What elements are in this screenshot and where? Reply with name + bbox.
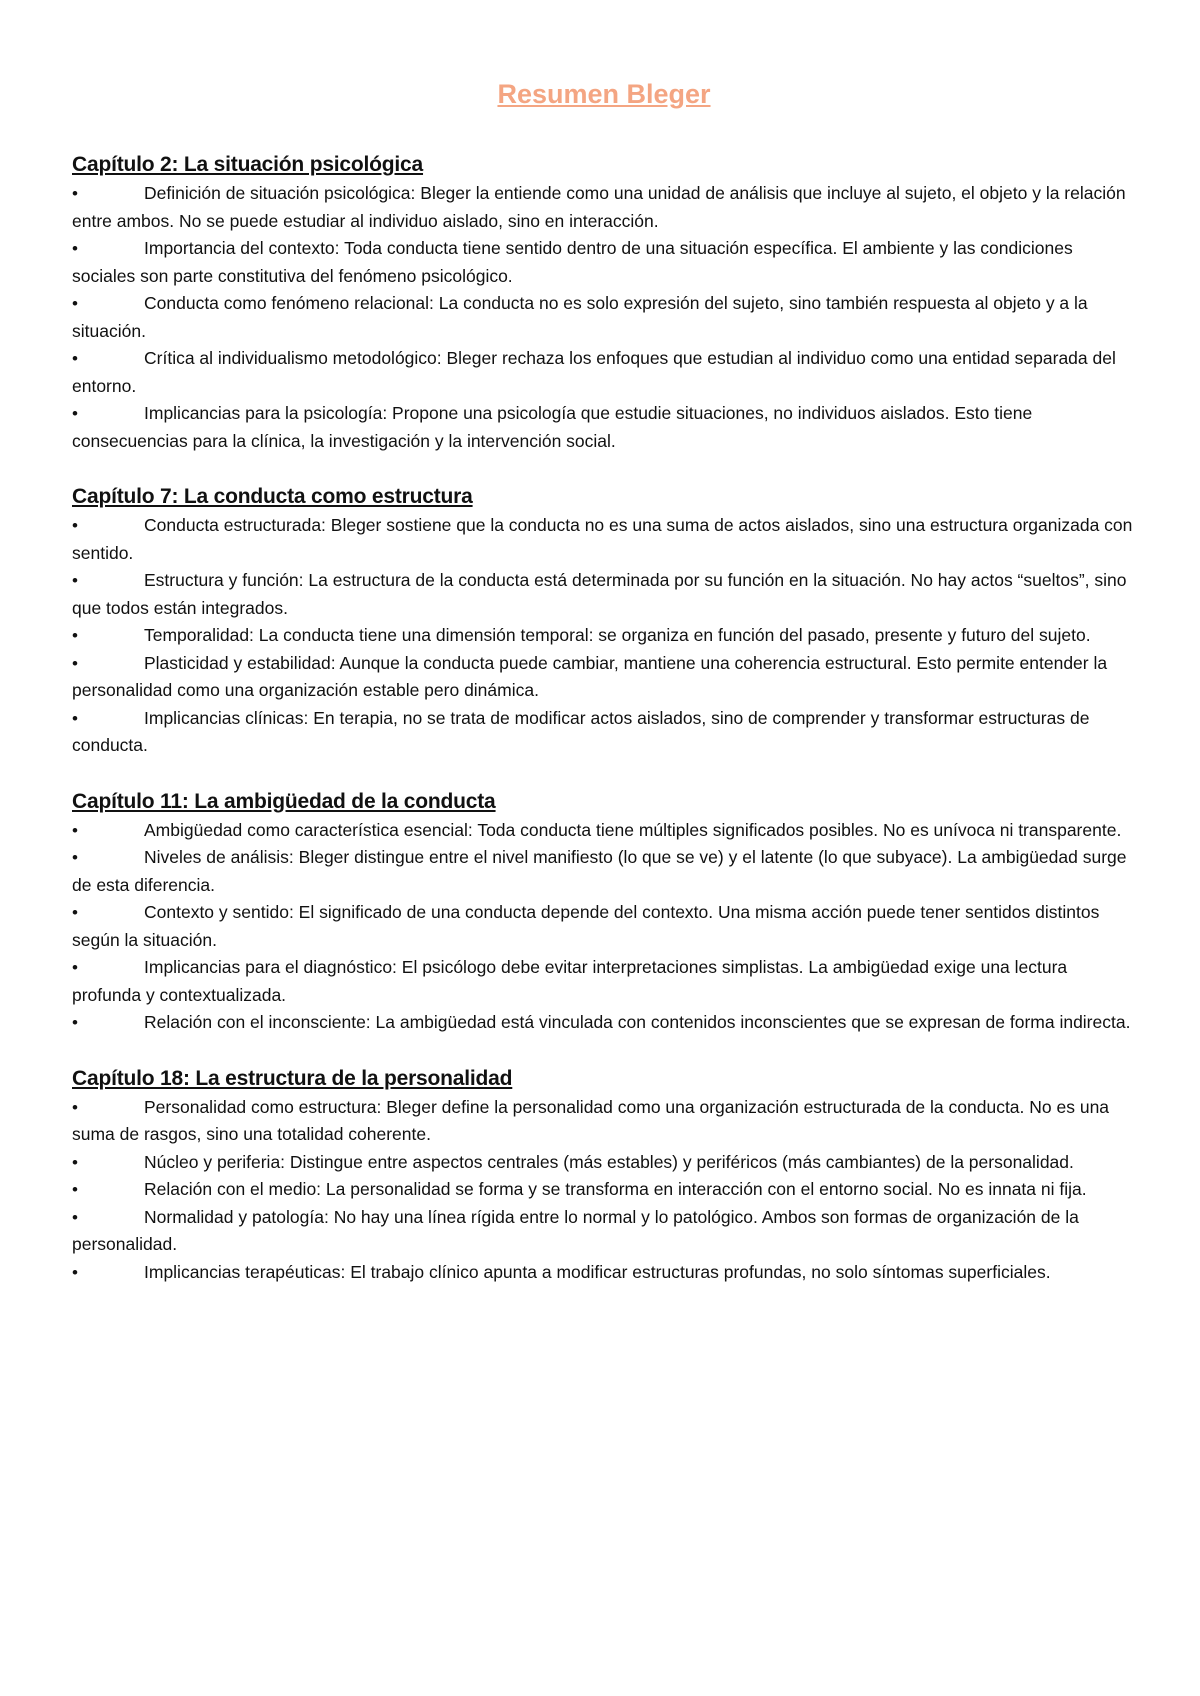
bullet-text: Conducta como fenómeno relacional: La conducta no es solo expresión del sujeto, sino también respuesta al objeto y a la situación. bbox=[72, 293, 1088, 341]
bullet-dot-icon: • bbox=[72, 1152, 78, 1172]
bullet-dot-icon: • bbox=[72, 571, 78, 590]
bullet-dot-icon: • bbox=[72, 1013, 78, 1032]
bullet-dot-icon: • bbox=[72, 294, 78, 313]
bullet-text: Estructura y función: La estructura de la conducta está determinada por su función en la situación. No hay actos “sueltos”, sino que todos están integrados. bbox=[72, 570, 1127, 618]
bullet-text: Plasticidad y estabilidad: Aunque la conducta puede cambiar, mantiene una coherencia estructural. Esto permite entender la personalidad como una organización estable pero dinámica. bbox=[72, 652, 1108, 700]
bullet-dot-icon: • bbox=[72, 1097, 78, 1117]
bullet-text: Relación con el inconsciente: La ambigüedad está vinculada con contenidos inconscientes que se expresan de forma indirecta. bbox=[144, 1012, 1131, 1032]
bullet-text: Implicancias terapéuticas: El trabajo clínico apunta a modificar estructuras profundas, no solo síntomas superficiales. bbox=[144, 1261, 1051, 1282]
bullet-dot-icon: • bbox=[72, 404, 78, 423]
bullet-item bbox=[72, 180, 1136, 235]
bullet-item bbox=[72, 290, 1136, 345]
bullet-dot-icon: • bbox=[72, 848, 78, 867]
bullet-dot-icon: • bbox=[72, 1207, 78, 1227]
bullet-dot-icon: • bbox=[72, 184, 78, 203]
bullet-item bbox=[72, 954, 1136, 1009]
bullet-text: Importancia del contexto: Toda conducta tiene sentido dentro de una situación específica. El ambiente y las condiciones sociales son parte constitutiva del fenómeno psicológico. bbox=[72, 238, 1073, 286]
chapter-section bbox=[72, 482, 1136, 760]
bullet-item bbox=[72, 844, 1136, 899]
bullet-item bbox=[72, 817, 1136, 845]
chapter-section bbox=[72, 787, 1136, 1037]
bullet-dot-icon: • bbox=[72, 626, 78, 645]
bullet-dot-icon: • bbox=[72, 1180, 78, 1199]
bullet-text: Temporalidad: La conducta tiene una dimensión temporal: se organiza en función del pasado, presente y futuro del sujeto. bbox=[144, 625, 1091, 645]
bullet-text: Implicancias clínicas: En terapia, no se trata de modificar actos aislados, sino de comprender y transformar estructuras de conducta. bbox=[72, 707, 1090, 755]
bullet-item bbox=[72, 345, 1136, 400]
bullet-item bbox=[72, 1009, 1136, 1037]
bullet-text: Implicancias para la psicología: Propone una psicología que estudie situaciones, no individuos aislados. Esto tiene consecuencias para la clínica, la investigación y la intervención social. bbox=[72, 403, 1033, 451]
bullet-text: Personalidad como estructura: Bleger define la personalidad como una organización estructurada de la conducta. No es una suma de rasgos, sino una totalidad coherente. bbox=[72, 1096, 1110, 1144]
bullet-text: Ambigüedad como característica esencial: Toda conducta tiene múltiples significados posibles. No es unívoca ni transparente. bbox=[144, 819, 1122, 840]
bullet-text: Contexto y sentido: El significado de una conducta depende del contexto. Una misma acción puede tener sentidos distintos según la situación. bbox=[72, 902, 1100, 950]
bullet-item bbox=[72, 1259, 1136, 1287]
bullet-dot-icon: • bbox=[72, 903, 78, 922]
bullet-dot-icon: • bbox=[72, 958, 78, 977]
bullet-text: Normalidad y patología: No hay una línea rígida entre lo normal y lo patológico. Ambos son formas de organización de la personalidad. bbox=[72, 1206, 1079, 1254]
bullet-dot-icon: • bbox=[72, 1262, 78, 1282]
chapter-heading: Capítulo 2: La situación psicológica bbox=[72, 153, 424, 176]
bullet-list bbox=[72, 817, 1136, 1037]
bullet-item bbox=[72, 705, 1136, 760]
bullet-text: Crítica al individualismo metodológico: Bleger rechaza los enfoques que estudian al individuo como una entidad separada del entorno. bbox=[72, 348, 1116, 396]
bullet-item bbox=[72, 235, 1136, 290]
chapter-heading: Capítulo 18: La estructura de la personalidad bbox=[72, 1066, 513, 1090]
chapter-heading: Capítulo 11: La ambigüedad de la conducta bbox=[72, 789, 496, 813]
bullet-text: Núcleo y periferia: Distingue entre aspectos centrales (más estables) y periféricos (más cambiantes) de la personalidad. bbox=[144, 1151, 1074, 1172]
bullet-dot-icon: • bbox=[72, 239, 78, 258]
bullet-item bbox=[72, 400, 1136, 455]
bullet-item bbox=[72, 1204, 1136, 1259]
chapter-heading: Capítulo 7: La conducta como estructura bbox=[72, 485, 473, 508]
bullet-dot-icon: • bbox=[72, 708, 78, 728]
bullet-item bbox=[72, 899, 1136, 954]
chapters-container bbox=[72, 150, 1136, 1286]
bullet-dot-icon: • bbox=[72, 349, 78, 368]
bullet-item bbox=[72, 1176, 1136, 1204]
bullet-dot-icon: • bbox=[72, 820, 78, 840]
bullet-list bbox=[72, 180, 1136, 455]
bullet-text: Relación con el medio: La personalidad se forma y se transforma en interacción con el entorno social. No es innata ni fija. bbox=[144, 1179, 1087, 1199]
bullet-text: Conducta estructurada: Bleger sostiene que la conducta no es una suma de actos aislados, sino una estructura organizada con sentido. bbox=[72, 515, 1133, 563]
chapter-section bbox=[72, 1064, 1136, 1287]
bullet-item bbox=[72, 622, 1136, 650]
bullet-item bbox=[72, 1149, 1136, 1177]
bullet-dot-icon: • bbox=[72, 516, 78, 535]
bullet-item bbox=[72, 650, 1136, 705]
chapter-section bbox=[72, 150, 1136, 455]
bullet-item bbox=[72, 1094, 1136, 1149]
bullet-dot-icon: • bbox=[72, 653, 78, 673]
document-title: Resumen Bleger bbox=[497, 79, 711, 109]
bullet-item bbox=[72, 567, 1136, 622]
bullet-text: Definición de situación psicológica: Bleger la entiende como una unidad de análisis que incluye al sujeto, el objeto y la relación entre ambos. No se puede estudiar al individuo aislado, sino en interacción. bbox=[72, 183, 1126, 231]
bullet-text: Implicancias para el diagnóstico: El psicólogo debe evitar interpretaciones simplistas. La ambigüedad exige una lectura profunda y contextualizada. bbox=[72, 957, 1068, 1005]
bullet-list bbox=[72, 512, 1136, 760]
bullet-item bbox=[72, 512, 1136, 567]
bullet-text: Niveles de análisis: Bleger distingue entre el nivel manifiesto (lo que se ve) y el latente (lo que subyace). La ambigüedad surge de esta diferencia. bbox=[72, 847, 1127, 895]
bullet-list bbox=[72, 1094, 1136, 1287]
